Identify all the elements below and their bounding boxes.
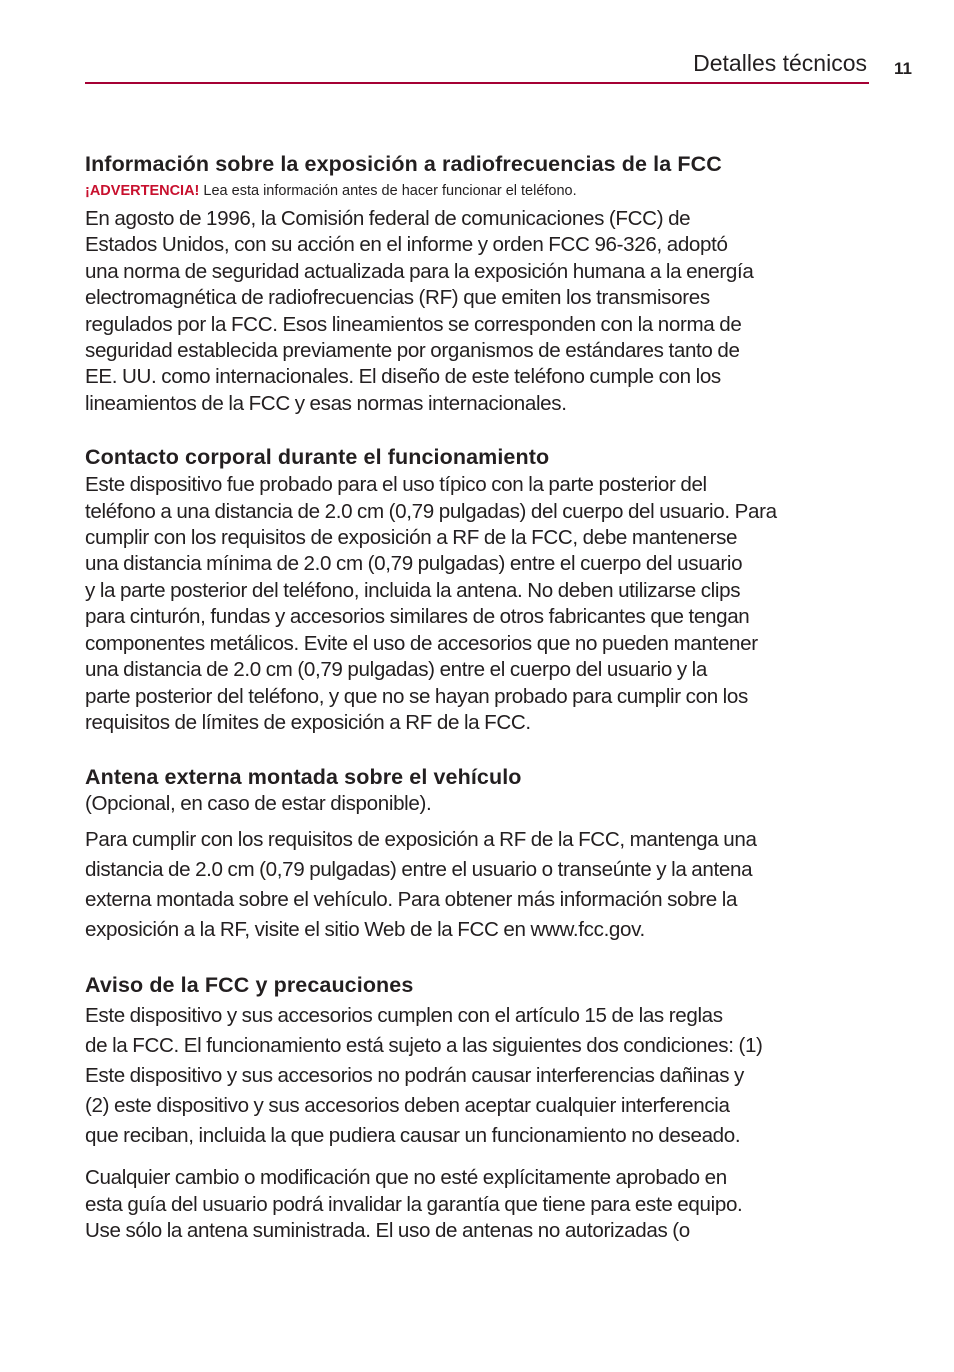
text-line: En agosto de 1996, la Comisión federal de comunicaciones (FCC) de — [85, 207, 691, 230]
text-line: Este dispositivo fue probado para el uso típico con la parte posterior del — [85, 473, 707, 497]
text-line: una distancia de 2.0 cm (0,79 pulgadas) entre el cuerpo del usuario y la — [85, 658, 707, 682]
text-line: seguridad establecida previamente por organismos de estándares tanto de — [85, 339, 740, 363]
page-header — [85, 50, 869, 84]
paragraph — [85, 472, 875, 736]
text-line: EE. UU. como internacionales. El diseño de este teléfono cumple con los — [85, 365, 721, 389]
text-line: Para cumplir con los requisitos de exposición a RF de la FCC, mantenga una — [85, 828, 757, 852]
section-body-contact — [85, 443, 875, 736]
header-title: Detalles técnicos — [693, 50, 867, 76]
page-content — [85, 150, 875, 1245]
text-line: que reciban, incluida la que pudiera causar un funcionamiento no deseado. — [85, 1124, 741, 1148]
paragraph — [85, 1001, 875, 1151]
text-line: una norma de seguridad actualizada para la exposición humana a la energía — [85, 259, 754, 283]
text-line: externa montada sobre el vehículo. Para obtener más información sobre la — [85, 888, 738, 912]
text-line: electromagnética de radiofrecuencias (RF) que emiten los transmisores — [85, 286, 710, 310]
section-heading: Contacto corporal durante el funcionamiento — [85, 445, 550, 470]
section-vehicle-antenna — [85, 763, 875, 945]
text-line: Este dispositivo y sus accesorios cumplen con el artículo 15 de las reglas — [85, 1004, 723, 1028]
text-line: para cinturón, fundas y accesorios similares de otros fabricantes que tengan — [85, 605, 750, 629]
section-rf-exposure — [85, 150, 875, 417]
section-fcc-notice — [85, 971, 875, 1244]
text-line: y la parte posterior del teléfono, incluida la antena. No deben utilizarse clips — [85, 578, 741, 602]
section-heading: Aviso de la FCC y precauciones — [85, 973, 414, 998]
text-line: Cualquier cambio o modificación que no esté explícitamente aprobado en — [85, 1166, 727, 1190]
section-heading: Antena externa montada sobre el vehículo — [85, 765, 522, 790]
warning-note — [85, 181, 875, 201]
text-line: componentes metálicos. Evite el uso de accesorios que no pueden mantener — [85, 631, 758, 655]
text-line: regulados por la FCC. Esos lineamientos se corresponden con la norma de — [85, 312, 742, 336]
text-line: cumplir con los requisitos de exposición a RF de la FCC, debe mantenerse — [85, 526, 738, 550]
text-line: (2) este dispositivo y sus accesorios deben aceptar cualquier interferencia — [85, 1094, 730, 1118]
text-line: exposición a la RF, visite el sitio Web de la FCC en www.fcc.gov. — [85, 918, 645, 942]
paragraph — [85, 206, 875, 417]
text-line: teléfono a una distancia de 2.0 cm (0,79 pulgadas) del cuerpo del usuario. Para — [85, 499, 777, 523]
warning-text: Lea esta información antes de hacer funcionar el teléfono. — [199, 183, 577, 199]
text-line: una distancia mínima de 2.0 cm (0,79 pulgadas) entre el cuerpo del usuario — [85, 552, 743, 576]
text-line: distancia de 2.0 cm (0,79 pulgadas) entre el usuario o transeúnte y la antena — [85, 858, 753, 882]
section-heading: Información sobre la exposición a radiofrecuencias de la FCC — [85, 152, 722, 176]
text-line: Este dispositivo y sus accesorios no podrán causar interferencias dañinas y — [85, 1064, 745, 1088]
page-number: 11 — [894, 59, 912, 78]
text-line: requisitos de límites de exposición a RF de la FCC. — [85, 710, 531, 734]
text-line: parte posterior del teléfono, y que no se hayan probado para cumplir con los — [85, 684, 748, 708]
paragraph — [85, 825, 875, 945]
text-line: Estados Unidos, con su acción en el informe y orden FCC 96-326, adoptó — [85, 233, 728, 257]
text-line: lineamientos de la FCC y esas normas internacionales. — [85, 391, 567, 415]
optional-note: (Opcional, en caso de estar disponible). — [85, 792, 432, 816]
text-line: de la FCC. El funcionamiento está sujeto a las siguientes dos condiciones: (1) — [85, 1034, 763, 1058]
warning-label: ¡ADVERTENCIA! — [85, 183, 200, 199]
text-line: esta guía del usuario podrá invalidar la garantía que tiene para este equipo. — [85, 1192, 743, 1216]
text-line: Use sólo la antena suministrada. El uso de antenas no autorizadas (o — [85, 1219, 690, 1243]
paragraph — [85, 1165, 875, 1244]
